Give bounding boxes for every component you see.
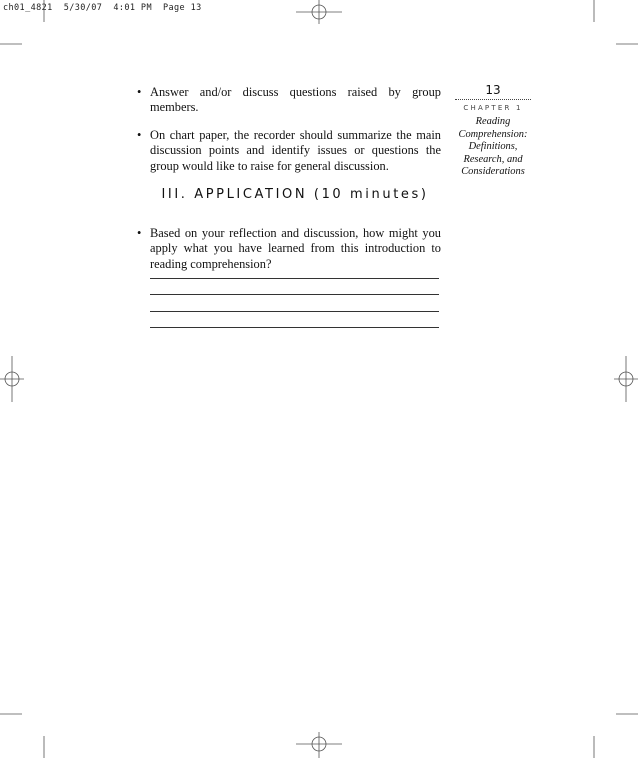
chapter-label: CHAPTER 1: [463, 104, 523, 112]
bullet-item: • On chart paper, the recorder should summarize the main discussion points and identify issues or questions the group would like to raise for general discussion.: [137, 128, 441, 174]
discussion-bullets: [137, 85, 441, 174]
answer-line: [150, 262, 439, 279]
bullet-item: • Answer and/or discuss questions raised by group members.: [137, 85, 441, 116]
answer-lines: [150, 262, 439, 328]
page-number: 13: [485, 83, 501, 97]
print-slug: ch01_4821 5/30/07 4:01 PM Page 13: [3, 3, 202, 13]
answer-line: [150, 279, 439, 296]
answer-line: [150, 312, 439, 329]
answer-line: [150, 295, 439, 312]
dotted-rule: [455, 99, 531, 100]
registration-mark-left: [0, 356, 24, 402]
chapter-title: Reading Comprehension: Definitions, Research, and Considerations: [458, 116, 528, 178]
section-heading: III. APPLICATION (10 minutes): [161, 187, 429, 202]
registration-mark-top: [296, 0, 342, 24]
registration-mark-bottom: [296, 732, 342, 758]
chapter-sidebar: [455, 83, 531, 179]
bullet-item: • Based on your reflection and discussion, how might you apply what you have learned from this introduction to reading comprehension?: [137, 226, 441, 272]
registration-mark-right: [614, 356, 638, 402]
